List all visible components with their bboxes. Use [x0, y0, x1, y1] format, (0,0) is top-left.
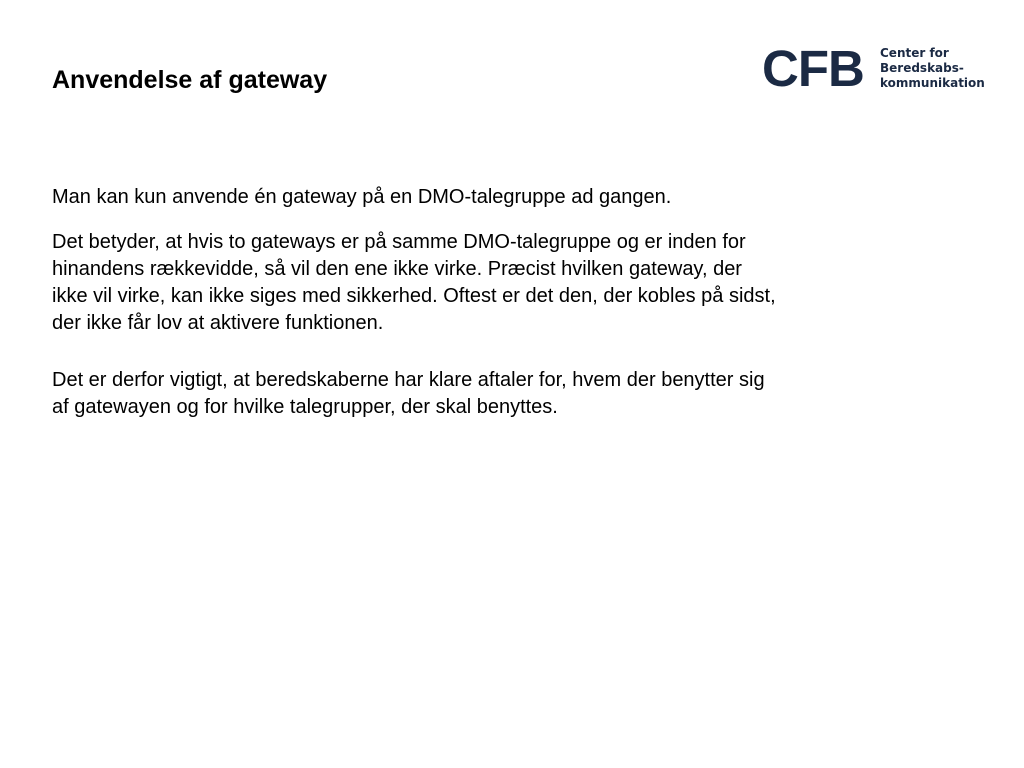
- logo-line-1: Center for: [880, 46, 949, 60]
- slide-title: Anvendelse af gateway: [52, 66, 328, 94]
- paragraph-2: Det betyder, at hvis to gateways er på samme DMO-talegruppe og er inden for hinandens rækkevidde, så vil den ene ikke virke. Præcist hvilken gateway, der ikke vil virke, kan ikke siges med sikkerhed. Oftest er det den, der kobles på sidst, der ikke får lov at aktivere funktionen.: [52, 231, 776, 334]
- logo-line-2: Beredskabs-: [880, 61, 964, 75]
- paragraph-1: Man kan kun anvende én gateway på en DMO-talegruppe ad gangen.: [52, 186, 672, 208]
- logo-line-3: kommunikation: [880, 76, 985, 90]
- paragraph-3: Det er derfor vigtigt, at beredskaberne har klare aftaler for, hvem der benytter sig af gatewayen og for hvilke talegrupper, der skal benyttes.: [52, 369, 765, 418]
- slide-body: [52, 184, 782, 421]
- cfb-logo: [762, 40, 992, 97]
- logo-mark: CFB: [762, 40, 864, 97]
- logo-text: [880, 46, 985, 91]
